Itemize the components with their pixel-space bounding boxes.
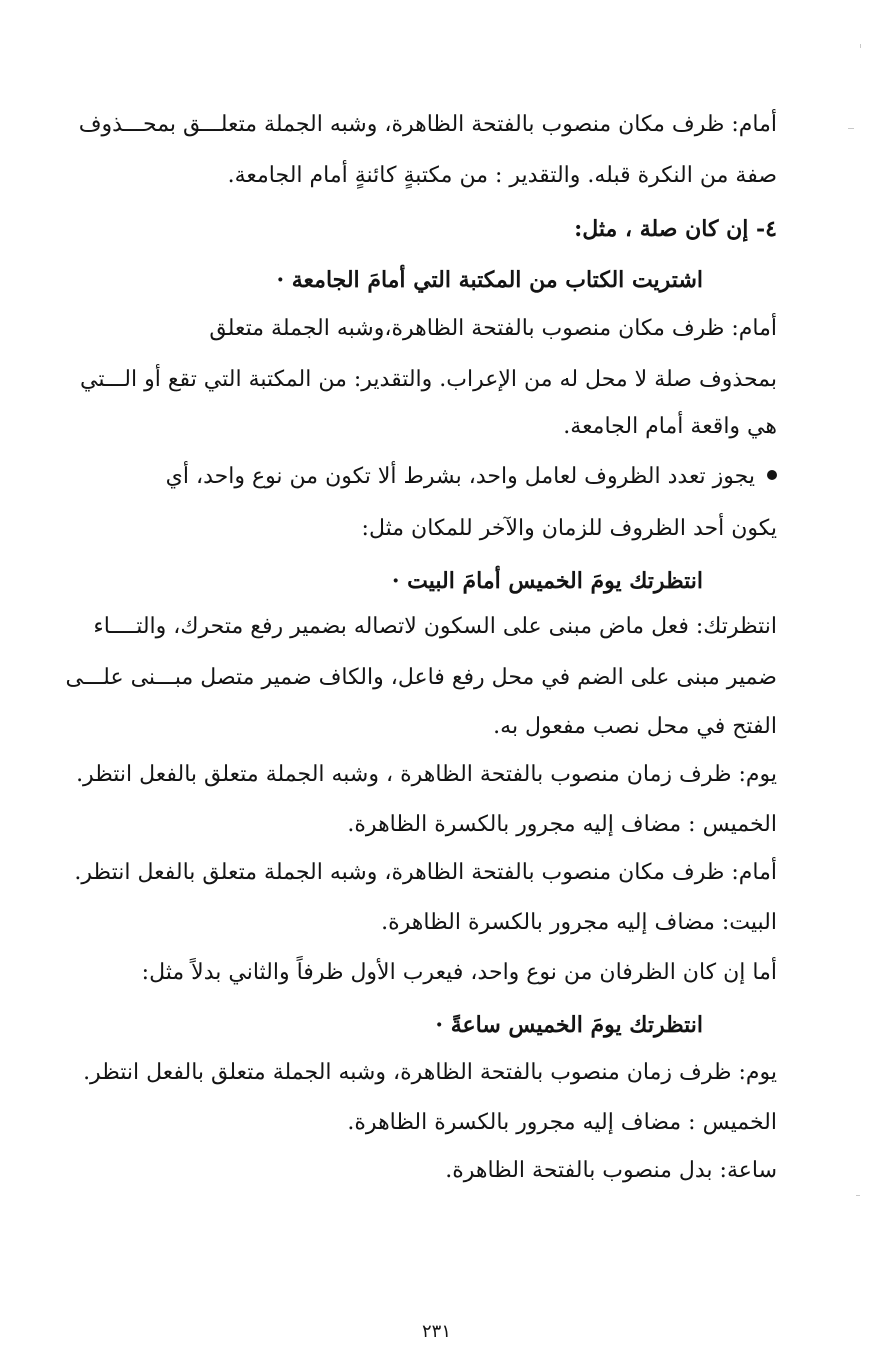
bullet-icon [767,470,777,480]
example-sentence: انتظرتك يومَ الخميس ساعةً · [435,1012,703,1038]
example-sentence: انتظرتك يومَ الخميس أمامَ البيت · [391,568,703,594]
scan-speck [848,128,854,129]
paragraph-line: أما إن كان الظرفان من نوع واحد، فيعرب الأول ظرفاً والثاني بدلاً مثل: [141,960,777,985]
paragraph-line: ساعة: بدل منصوب بالفتحة الظاهرة. [445,1158,777,1183]
paragraph-line: الخميس : مضاف إليه مجرور بالكسرة الظاهرة. [347,812,777,837]
bullet-point: يجوز تعدد الظروف لعامل واحد، بشرط ألا تكون من نوع واحد، أي [165,464,755,489]
paragraph-line: أمام: ظرف مكان منصوب بالفتحة الظاهرة، وشبه الجملة متعلـــق بمحـــذوف [78,112,777,137]
paragraph-line: الخميس : مضاف إليه مجرور بالكسرة الظاهرة. [347,1110,777,1135]
page-number: ٢٣١ [421,1321,451,1342]
bullet-point-continuation: يكون أحد الظروف للزمان والآخر للمكان مثل: [361,516,777,541]
paragraph-line: أمام: ظرف مكان منصوب بالفتحة الظاهرة،وشبه الجملة متعلق [209,316,777,341]
paragraph-line: يوم: ظرف زمان منصوب بالفتحة الظاهرة، وشبه الجملة متعلق بالفعل انتظر. [83,1060,777,1085]
paragraph-line: انتظرتك: فعل ماض مبنى على السكون لاتصاله بضمير رفع متحرك، والتــــاء [93,614,777,639]
paragraph-line: أمام: ظرف مكان منصوب بالفتحة الظاهرة، وشبه الجملة متعلق بالفعل انتظر. [74,860,777,885]
section-heading: ٤- إن كان صلة ، مثل: [574,216,777,242]
paragraph-line: صفة من النكرة قبله. والتقدير : من مكتبةٍ كائنةٍ أمام الجامعة. [227,163,777,188]
paragraph-line: يوم: ظرف زمان منصوب بالفتحة الظاهرة ، وشبه الجملة متعلق بالفعل انتظر. [76,762,777,787]
paragraph-line: الفتح في محل نصب مفعول به. [493,714,777,739]
scan-speck [860,44,861,48]
paragraph-line: ضمير مبنى على الضم في محل رفع فاعل، والكاف ضمير متصل مبـــنى علـــى [65,665,777,690]
paragraph-line: البيت: مضاف إليه مجرور بالكسرة الظاهرة. [381,910,777,935]
example-sentence: اشتريت الكتاب من المكتبة التي أمامَ الجامعة · [276,267,703,293]
scan-speck [856,1195,860,1196]
paragraph-line: هي واقعة أمام الجامعة. [563,414,777,439]
paragraph-line: بمحذوف صلة لا محل له من الإعراب. والتقدير: من المكتبة التي تقع أو الـــتي [80,367,777,392]
